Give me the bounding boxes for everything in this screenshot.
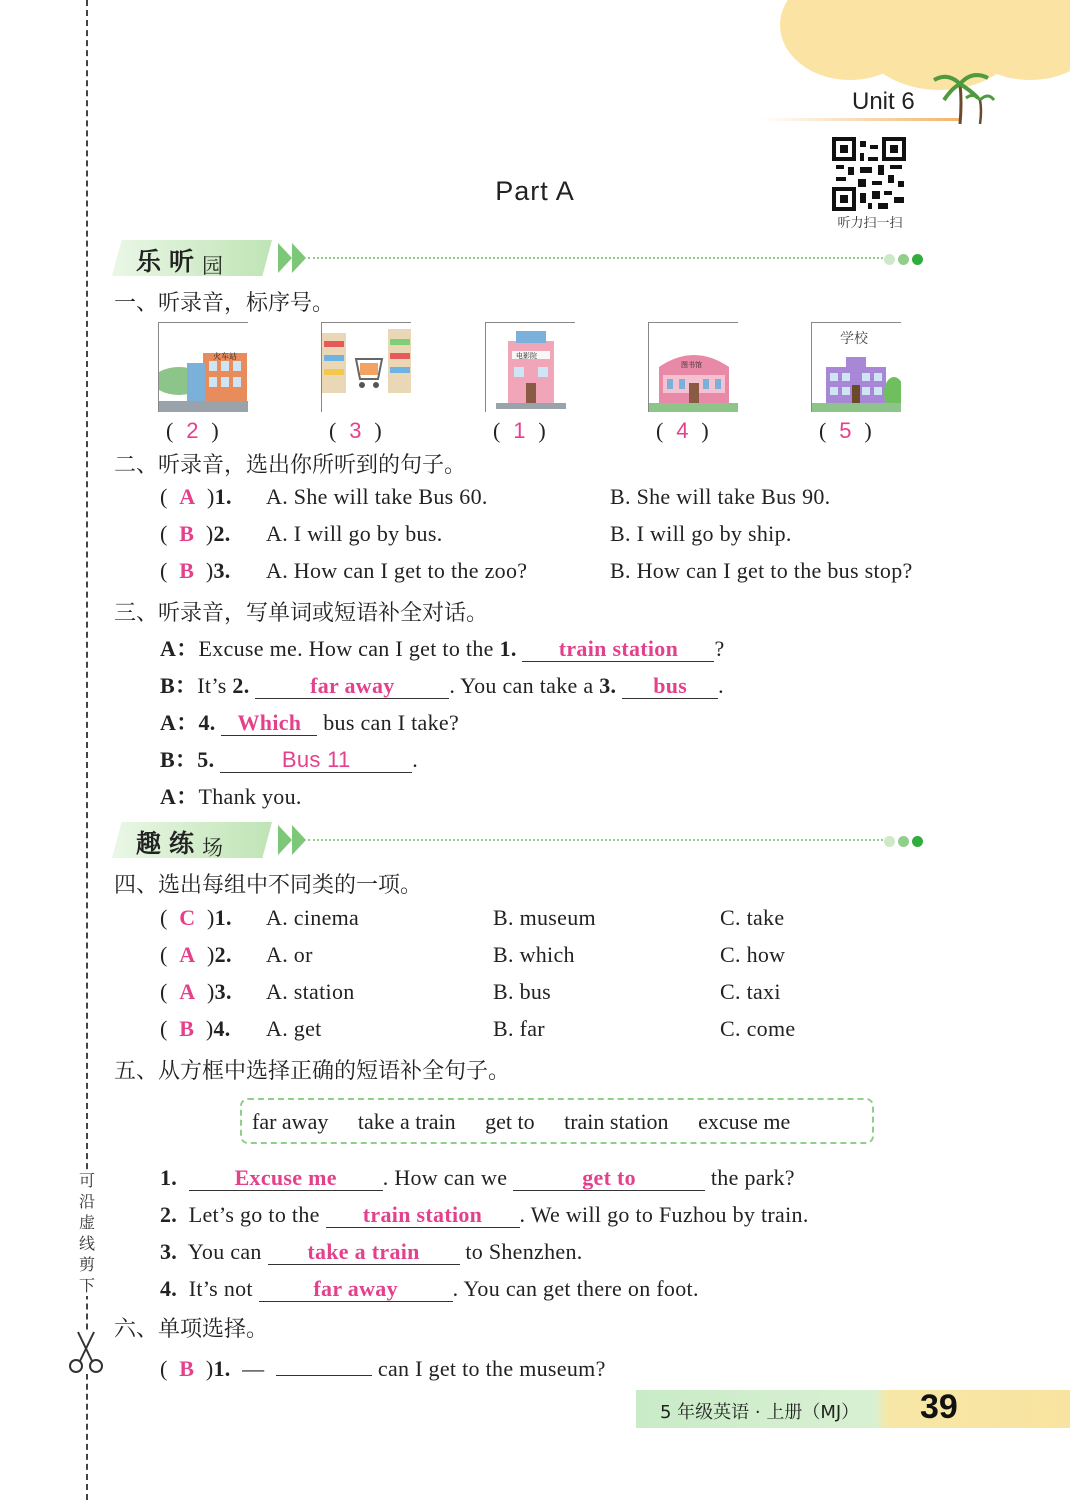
sentence-text: It’s not: [188, 1276, 259, 1301]
s4-item-1-option-a: A. cinema: [266, 905, 360, 930]
s4-item-1-option-c: C. take: [720, 905, 785, 930]
item-number: 3.: [214, 979, 232, 1004]
s4-item-2-option-b: B. which: [493, 942, 575, 967]
choice-answer[interactable]: A: [179, 942, 196, 967]
picture-answer-value: 2: [186, 418, 199, 443]
s4-item-3: ( A )3.: [160, 979, 232, 1004]
dialogue-text: . You can take a: [449, 673, 600, 698]
section2-heading: 二、听录音，选出你所听到的句子。: [114, 453, 467, 478]
s4-item-1: ( C )1.: [160, 905, 232, 930]
punctuation: .: [412, 747, 419, 772]
banner-title-main: 乐听: [136, 247, 203, 276]
banner-title-small: 园: [202, 254, 224, 278]
school-sign: 学校: [840, 331, 868, 347]
sentence-text: . How can we: [382, 1165, 514, 1190]
item-number: 3.: [160, 1239, 178, 1264]
answer-blank[interactable]: train station: [326, 1201, 520, 1228]
item-number: 4.: [160, 1276, 178, 1301]
s2-item-2: ( B )2.: [160, 521, 231, 546]
cut-note: [76, 1170, 98, 1296]
answer-blank[interactable]: take a train: [268, 1238, 460, 1265]
s4-item-2-option-a: A. or: [266, 942, 313, 967]
banner-title-small: 场: [202, 836, 224, 860]
dialogue-line-4: [160, 743, 418, 774]
arrow-icon: [278, 243, 292, 273]
answer-blank[interactable]: [276, 1349, 372, 1376]
s2-item-1-option-a: A. She will take Bus 60.: [266, 484, 488, 509]
listening-banner: [112, 240, 928, 276]
speaker-label: A：: [160, 636, 199, 661]
picture-answer-value: 3: [349, 418, 362, 443]
section1-heading: 一、听录音，标序号。: [114, 291, 335, 316]
s4-item-3-option-b: B. bus: [493, 979, 552, 1004]
word-bank-box: [240, 1098, 874, 1144]
word-bank-item: train station: [564, 1109, 669, 1134]
s2-item-2-option-a: A. I will go by bus.: [266, 521, 443, 546]
choice-answer[interactable]: A: [179, 484, 196, 509]
picture-answer-value: 1: [513, 418, 526, 443]
qr-label: 听力扫一扫: [837, 216, 903, 231]
section4-heading: 四、选出每组中不同类的一项。: [114, 873, 423, 898]
s4-item-3-option-c: C. taxi: [720, 979, 781, 1004]
blank-number: 5.: [197, 747, 215, 772]
unit-title: Unit 6: [852, 88, 915, 115]
s5-sentence-2: [160, 1201, 809, 1228]
picture-answer-4[interactable]: ( 4 ): [656, 418, 709, 443]
item-number: 4.: [213, 1016, 231, 1041]
s6-item-1: ( B )1. — can I get to the museum?: [160, 1349, 606, 1382]
s4-item-1-option-b: B. museum: [493, 905, 596, 930]
item-number: 1.: [214, 905, 232, 930]
s2-item-1: ( A )1.: [160, 484, 232, 509]
answer-blank[interactable]: far away: [259, 1275, 453, 1302]
choice-answer[interactable]: B: [179, 1016, 195, 1041]
s2-item-3-option-a: A. How can I get to the zoo?: [266, 558, 528, 583]
choice-answer[interactable]: B: [179, 1356, 195, 1381]
dialogue-dash: —: [242, 1356, 265, 1381]
answer-blank-5[interactable]: Bus 11: [220, 746, 412, 773]
dialogue-line-1: [160, 632, 725, 663]
picture-answer-value: 4: [676, 418, 689, 443]
blank-number: 4.: [198, 710, 216, 735]
word-bank-item: far away: [252, 1109, 329, 1134]
blank-number: 1.: [499, 636, 517, 661]
punctuation: .: [718, 673, 724, 698]
item-number: 1.: [214, 484, 232, 509]
banner-title: [136, 242, 223, 278]
item-number: 1.: [160, 1165, 178, 1190]
item-number: 2.: [160, 1202, 178, 1227]
dialogue-line-3: [160, 706, 459, 737]
palm-tree-icon: [930, 68, 996, 126]
answer-blank[interactable]: get to: [513, 1164, 705, 1191]
s2-item-3: ( B )3.: [160, 558, 231, 583]
speaker-label: B：: [160, 747, 198, 772]
dialogue-line-5: [160, 780, 302, 811]
s4-item-4: ( B )4.: [160, 1016, 231, 1041]
cinema-sign: 电影院: [516, 352, 537, 360]
dialogue-text: Thank you.: [198, 784, 302, 809]
part-title: Part A: [495, 176, 575, 206]
picture-answer-3[interactable]: ( 1 ): [493, 418, 546, 443]
dialogue-text: bus can I take?: [317, 710, 460, 735]
blank-number: 3.: [599, 673, 617, 698]
s4-item-4-option-c: C. come: [720, 1016, 796, 1041]
s4-item-4-option-a: A. get: [266, 1016, 322, 1041]
answer-blank[interactable]: Excuse me: [189, 1164, 383, 1191]
item-number: 2.: [214, 942, 232, 967]
sentence-text: You can: [187, 1239, 268, 1264]
speaker-label: B：: [160, 673, 198, 698]
answer-blank-3[interactable]: bus: [622, 672, 718, 699]
sentence-text: the park?: [705, 1165, 795, 1190]
s2-item-3-option-b: B. How can I get to the bus stop?: [610, 558, 913, 583]
dotted-divider: [308, 839, 883, 841]
library-picture: [648, 322, 738, 412]
picture-answer-1[interactable]: ( 2 ): [166, 418, 219, 443]
arrow-icon: [292, 243, 306, 273]
section3-heading: 三、听录音，写单词或短语补全对话。: [114, 601, 489, 626]
choice-answer[interactable]: B: [179, 558, 195, 583]
sentence-text: Let’s go to the: [188, 1202, 326, 1227]
section6-heading: 六、单项选择。: [114, 1317, 269, 1342]
word-bank-item: take a train: [357, 1109, 456, 1134]
dialogue-line-2: [160, 669, 724, 700]
school-picture: [811, 322, 901, 412]
s4-item-4-option-b: B. far: [493, 1016, 545, 1041]
picture-answer-5[interactable]: ( 5 ): [819, 418, 872, 443]
s5-sentence-1: [160, 1164, 795, 1191]
s5-sentence-4: [160, 1275, 699, 1302]
item-number: 2.: [213, 521, 231, 546]
section5-heading: 五、从方框中选择正确的短语补全句子。: [114, 1059, 511, 1084]
speaker-label: A：: [160, 710, 199, 735]
choice-answer[interactable]: A: [179, 979, 196, 1004]
dialogue-text: Excuse me. How can I get to the: [198, 636, 500, 661]
dots-icon: [884, 834, 926, 852]
s4-item-2: ( A )2.: [160, 942, 232, 967]
book-title: 5 年级英语 · 上册（MJ）: [660, 1402, 860, 1423]
s2-item-2-option-b: B. I will go by ship.: [610, 521, 792, 546]
s2-item-1-option-b: B. She will take Bus 90.: [610, 484, 831, 509]
train-station-picture: [158, 322, 248, 412]
practice-banner: [112, 822, 928, 858]
banner-title: [136, 824, 223, 860]
banner-title-main: 趣练: [136, 829, 203, 858]
speaker-label: A：: [160, 784, 199, 809]
item-number: 1.: [213, 1356, 231, 1381]
s5-sentence-3: [160, 1238, 583, 1265]
supermarket-picture: [321, 322, 411, 412]
page-number: 39: [920, 1388, 958, 1426]
s4-item-2-option-c: C. how: [720, 942, 786, 967]
picture-answer-value: 5: [839, 418, 852, 443]
sentence-text: . You can get there on foot.: [452, 1276, 699, 1301]
cut-note-text: 可沿虚线剪下: [78, 1171, 95, 1295]
choice-answer[interactable]: B: [179, 521, 195, 546]
question-text: can I get to the museum?: [372, 1356, 606, 1381]
cinema-picture: [485, 322, 575, 412]
library-sign: 图书馆: [681, 361, 702, 369]
choice-answer[interactable]: C: [179, 905, 196, 930]
dotted-divider: [308, 257, 883, 259]
answer-blank-2[interactable]: far away: [255, 672, 449, 699]
train-station-sign: 火车站: [213, 352, 237, 361]
dots-icon: [884, 252, 926, 270]
arrow-icon: [292, 825, 306, 855]
answer-blank-4[interactable]: Which: [221, 709, 317, 736]
arrow-icon: [278, 825, 292, 855]
s4-item-3-option-a: A. station: [266, 979, 355, 1004]
sentence-text: to Shenzhen.: [459, 1239, 583, 1264]
item-number: 3.: [213, 558, 231, 583]
dialogue-text: It’s: [197, 673, 233, 698]
scissors-icon: [68, 1330, 104, 1374]
sentence-text: . We will go to Fuzhou by train.: [519, 1202, 809, 1227]
answer-blank-1[interactable]: train station: [522, 635, 714, 662]
word-bank-item: excuse me: [698, 1109, 791, 1134]
word-bank-item: get to: [485, 1109, 535, 1134]
punctuation: ?: [714, 636, 725, 661]
blank-number: 2.: [232, 673, 250, 698]
picture-answer-2[interactable]: ( 3 ): [329, 418, 382, 443]
